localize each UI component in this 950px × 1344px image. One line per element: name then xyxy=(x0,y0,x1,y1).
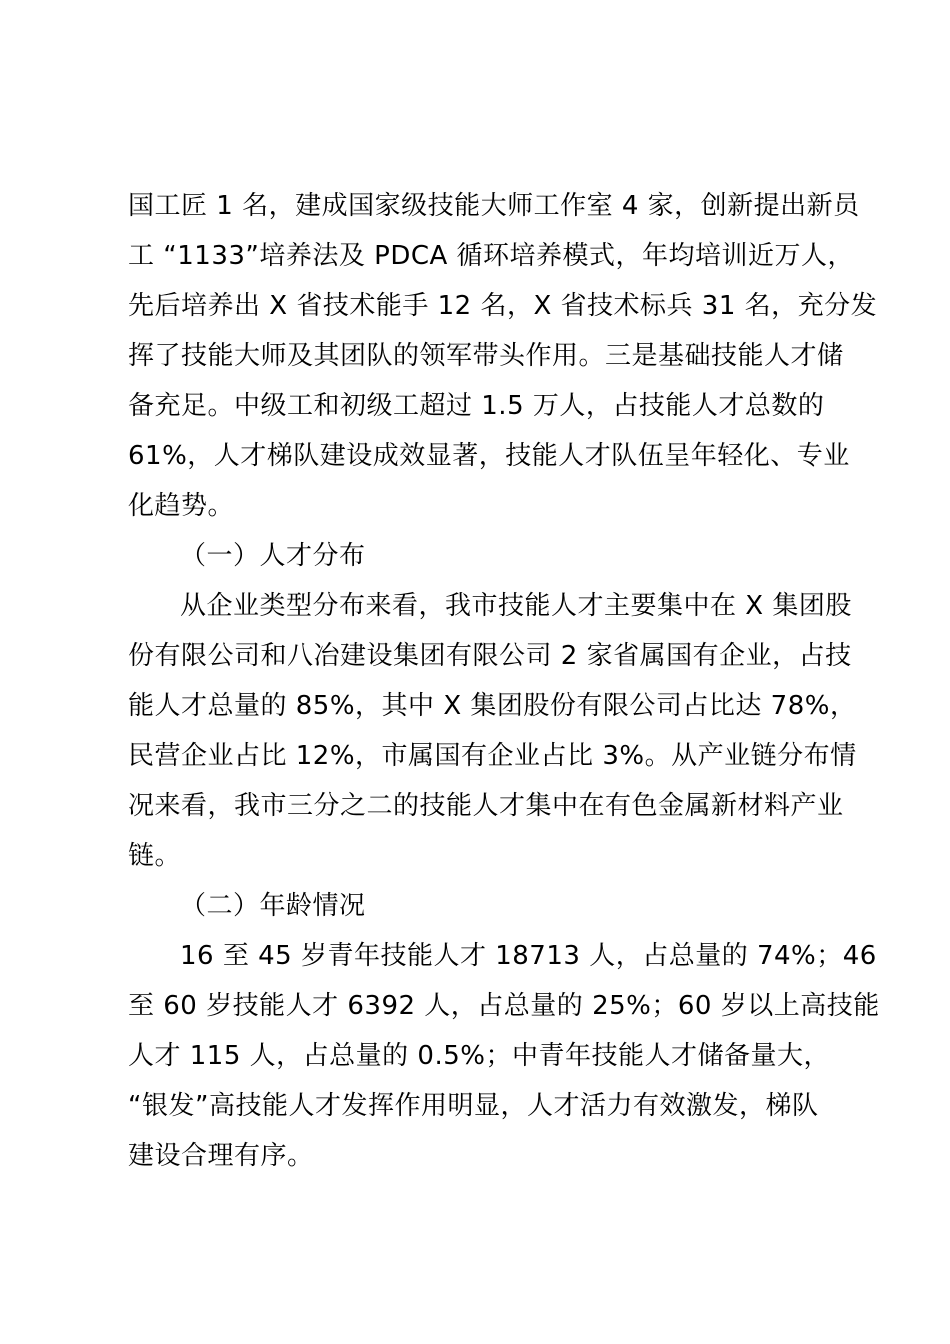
section-heading-age: （二）年龄情况 xyxy=(180,891,366,921)
paragraph-2-line: 链。 xyxy=(128,841,182,871)
paragraph-2-line: 况来看，我市三分之二的技能人才集中在有色金属新材料产业 xyxy=(128,791,844,821)
document-body xyxy=(128,181,880,1181)
paragraph-3 xyxy=(128,931,880,1181)
paragraph-2-line: 份有限公司和八冶建设集团有限公司 2 家省属国有企业，占技 xyxy=(128,641,852,671)
paragraph-1-line: 化趋势。 xyxy=(128,491,235,521)
paragraph-1-line: 国工匠 1 名，建成国家级技能大师工作室 4 家，创新提出新员 xyxy=(128,191,860,221)
paragraph-2-line: 民营企业占比 12%，市属国有企业占比 3%。从产业链分布情 xyxy=(128,741,857,771)
paragraph-2-line: 从企业类型分布来看，我市技能人才主要集中在 X 集团股 xyxy=(180,591,852,621)
paragraph-3-line: “银发”高技能人才发挥作用明显，人才活力有效激发，梯队 xyxy=(128,1091,819,1121)
paragraph-3-line: 16 至 45 岁青年技能人才 18713 人，占总量的 74%；46 xyxy=(180,941,877,971)
paragraph-1-line: 备充足。中级工和初级工超过 1.5 万人，占技能人才总数的 xyxy=(128,391,825,421)
paragraph-3-line: 建设合理有序。 xyxy=(128,1141,314,1171)
paragraph-3-line: 人才 115 人，占总量的 0.5%；中青年技能人才储备量大， xyxy=(128,1041,830,1071)
paragraph-1-line: 工 “1133”培养法及 PDCA 循环培养模式，年均培训近万人， xyxy=(128,241,855,271)
paragraph-1 xyxy=(128,181,878,531)
paragraph-1-line: 61%，人才梯队建设成效显著，技能人才队伍呈年轻化、专业 xyxy=(128,441,850,471)
paragraph-1-line: 先后培养出 X 省技术能手 12 名，X 省技术标兵 31 名，充分发 xyxy=(128,291,878,321)
paragraph-2-line: 能人才总量的 85%，其中 X 集团股份有限公司占比达 78%， xyxy=(128,691,857,721)
paragraph-2 xyxy=(128,581,857,881)
section-heading-talent-distribution: （一）人才分布 xyxy=(180,541,366,571)
paragraph-3-line: 至 60 岁技能人才 6392 人，占总量的 25%；60 岁以上高技能 xyxy=(128,991,880,1021)
paragraph-1-line: 挥了技能大师及其团队的领军带头作用。三是基础技能人才储 xyxy=(128,341,844,371)
